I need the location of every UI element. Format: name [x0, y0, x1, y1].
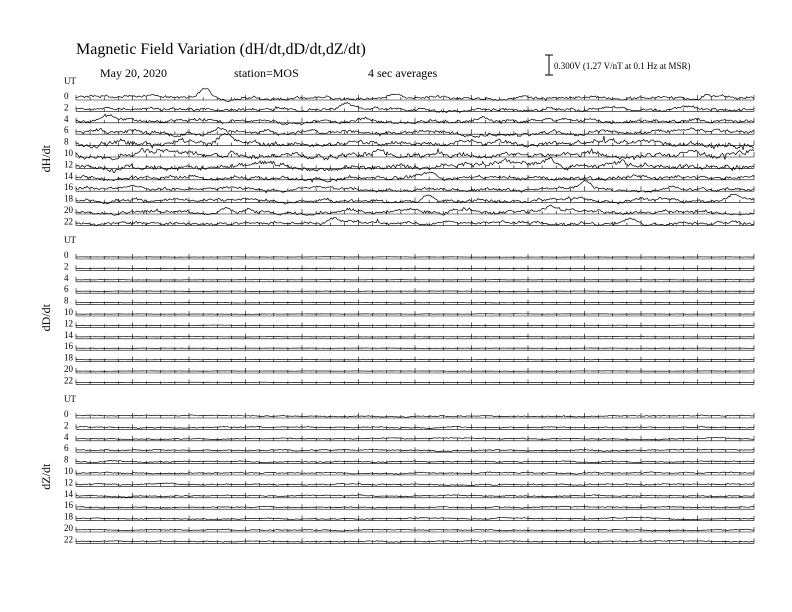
- row-label: 4: [64, 113, 69, 124]
- row-label: 4: [64, 272, 69, 283]
- chart-title: Magnetic Field Variation (dH/dt,dD/dt,dZ/dt): [76, 41, 366, 58]
- scale-bar: [545, 55, 691, 75]
- trace-line: [76, 325, 754, 326]
- row-label: 18: [64, 511, 73, 522]
- row-label: 20: [64, 205, 73, 215]
- panel-dh-dt: [39, 76, 754, 226]
- row-label: 12: [64, 477, 73, 488]
- row-label: 22: [64, 375, 73, 386]
- row-label: 2: [64, 102, 69, 113]
- row-label: 8: [64, 454, 69, 465]
- trace-line: [76, 257, 754, 258]
- row-label: 14: [64, 329, 73, 340]
- row-label: 20: [64, 523, 73, 533]
- trace-line: [76, 371, 754, 372]
- panels: [39, 76, 754, 544]
- row-label: 0: [64, 91, 69, 101]
- row-label: 8: [64, 295, 69, 306]
- panel-ylabel: dZ/dt: [39, 463, 53, 490]
- row-label: 4: [64, 431, 69, 442]
- scale-label: 0.300V (1.27 V/nT at 0.1 Hz at MSR): [554, 61, 691, 71]
- row-label: 12: [64, 159, 73, 170]
- panel-dd-dt: [39, 235, 754, 385]
- row-label: 10: [64, 466, 73, 476]
- row-label: 22: [64, 534, 73, 545]
- row-label: 0: [64, 250, 69, 260]
- date-label: May 20, 2020: [100, 66, 167, 80]
- row-label: 6: [64, 284, 69, 295]
- ut-label: UT: [64, 394, 76, 404]
- panel-ylabel: dH/dt: [39, 145, 53, 173]
- row-label: 6: [64, 443, 69, 454]
- averaging-label: 4 sec averages: [368, 66, 438, 80]
- row-label: 20: [64, 364, 73, 374]
- row-label: 16: [64, 341, 73, 352]
- panel-ylabel: dD/dt: [39, 304, 53, 332]
- row-label: 8: [64, 136, 69, 147]
- row-label: 2: [64, 420, 69, 431]
- trace-line: [76, 359, 754, 360]
- row-label: 12: [64, 318, 73, 329]
- row-label: 14: [64, 488, 73, 499]
- row-label: 10: [64, 307, 73, 317]
- row-label: 14: [64, 170, 73, 181]
- row-label: 18: [64, 193, 73, 204]
- station-label: station=MOS: [234, 66, 299, 80]
- row-label: 6: [64, 125, 69, 136]
- ut-label: UT: [64, 235, 76, 245]
- row-label: 22: [64, 216, 73, 227]
- trace-line: [76, 302, 754, 303]
- row-label: 16: [64, 182, 73, 193]
- row-label: 0: [64, 409, 69, 419]
- row-label: 18: [64, 352, 73, 363]
- row-label: 10: [64, 148, 73, 158]
- panel-dz-dt: [39, 394, 754, 544]
- row-label: 16: [64, 500, 73, 511]
- row-label: 2: [64, 261, 69, 272]
- ut-label: UT: [64, 76, 76, 86]
